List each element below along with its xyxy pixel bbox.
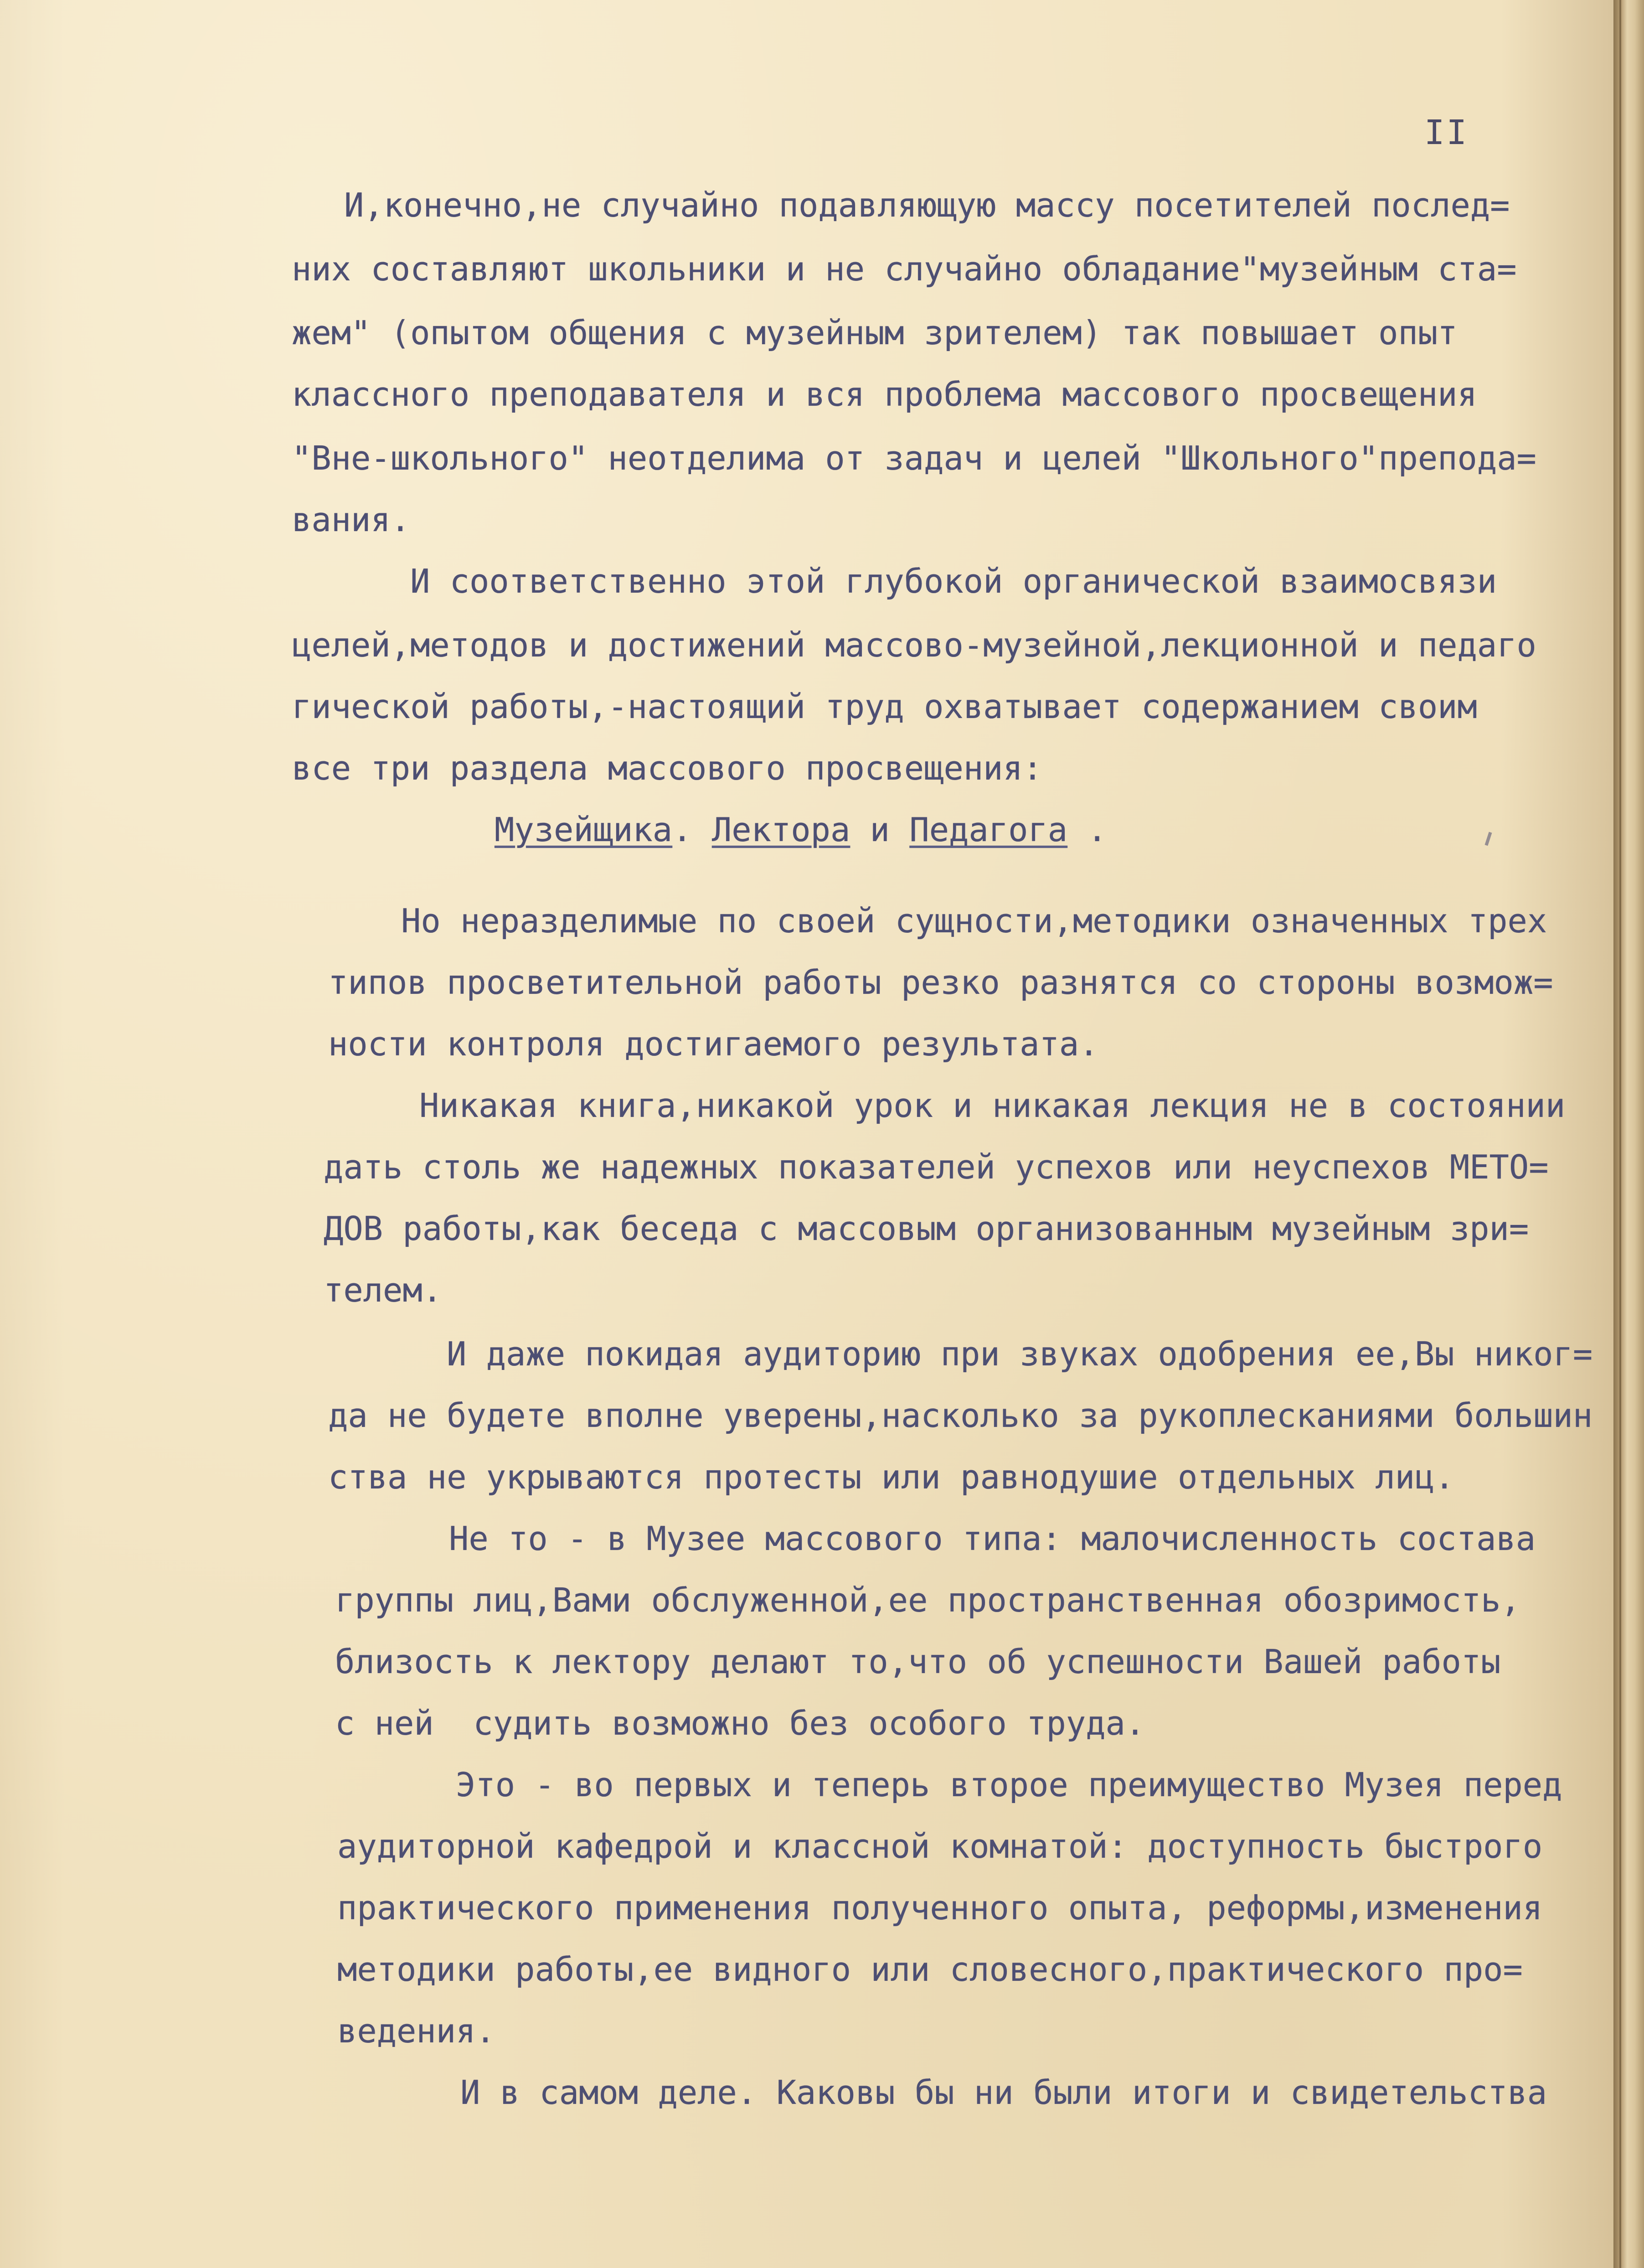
text-line: Это - во первых и теперь второе преимущество Музея перед bbox=[456, 1766, 1562, 1804]
text-line: методики работы,ее видного или словесного,практического про= bbox=[337, 1950, 1523, 1989]
specialty-teacher: Педагога bbox=[909, 811, 1068, 849]
text-line: ности контроля достигаемого результата. bbox=[328, 1025, 1099, 1063]
text-line: все три раздела массового просвещения: bbox=[292, 749, 1043, 787]
text-line: Но неразделимые по своей сущности,методики означенных трех bbox=[401, 902, 1547, 940]
text-line: ства не укрываются протесты или равнодушие отдельных лиц. bbox=[328, 1458, 1454, 1496]
text-line: гической работы,-настоящий труд охватывает содержанием своим bbox=[292, 687, 1477, 726]
text-line: типов просветительной работы резко разнятся со стороны возмож= bbox=[328, 963, 1553, 1002]
page-edge-line bbox=[1619, 0, 1621, 2268]
text-line: дать столь же надежных показателей успехов или неуспехов МЕТО= bbox=[324, 1148, 1549, 1186]
specialty-museum: Музейщика bbox=[495, 811, 673, 849]
text-line: аудиторной кафедрой и классной комнатой: доступность быстрого bbox=[337, 1827, 1543, 1865]
specialty-lecturer: Лектора bbox=[711, 811, 850, 849]
separator: . bbox=[672, 811, 692, 849]
text-line: группы лиц,Вами обслуженной,ее пространственная обозримость, bbox=[335, 1581, 1520, 1619]
text-line: классного преподавателя и вся проблема массового просвещения bbox=[292, 375, 1477, 413]
text-line: них составляют школьники и не случайно обладание"музейным ста= bbox=[292, 250, 1517, 288]
page-number: II bbox=[1424, 113, 1469, 152]
text-line: И,конечно,не случайно подавляющую массу посетителей послед= bbox=[344, 186, 1510, 224]
text-line: Не то - в Музее массового типа: малочисленность состава bbox=[449, 1519, 1536, 1558]
text-line: близость к лектору делают то,что об успешности Вашей работы bbox=[335, 1643, 1501, 1681]
specialties-line bbox=[495, 809, 1107, 850]
text-line: ДОВ работы,как беседа с массовым организованным музейным зри= bbox=[324, 1209, 1529, 1248]
text-line: да не будете вполне уверены,насколько за рукоплесканиями большин bbox=[328, 1396, 1593, 1435]
text-line: И соответственно этой глубокой органической взаимосвязи bbox=[410, 562, 1497, 600]
text-line: практического применения полученного опыта, реформы,изменения bbox=[337, 1889, 1543, 1927]
text-line: жем" (опытом общения с музейным зрителем) так повышает опыт bbox=[292, 314, 1458, 352]
page-edge bbox=[1613, 0, 1644, 2268]
text-line: "Вне-школьного" неотделима от задач и целей "Школьного"препода= bbox=[292, 439, 1536, 477]
text-line: Никакая книга,никакой урок и никакая лекция не в состоянии bbox=[419, 1086, 1566, 1125]
text-line: И даже покидая аудиторию при звуках одобрения ее,Вы никог= bbox=[447, 1335, 1593, 1373]
text-line: целей,методов и достижений массово-музейной,лекционной и педаго bbox=[292, 626, 1536, 664]
text-line: с ней судить возможно без особого труда. bbox=[335, 1704, 1145, 1742]
separator: . bbox=[1067, 811, 1107, 849]
text-line: вания. bbox=[292, 501, 411, 539]
text-line: телем. bbox=[324, 1271, 443, 1309]
separator: и bbox=[850, 811, 910, 849]
text-line: ведения. bbox=[337, 2012, 495, 2050]
text-line: И в самом деле. Каковы бы ни были итоги и свидетельства bbox=[460, 2073, 1547, 2112]
